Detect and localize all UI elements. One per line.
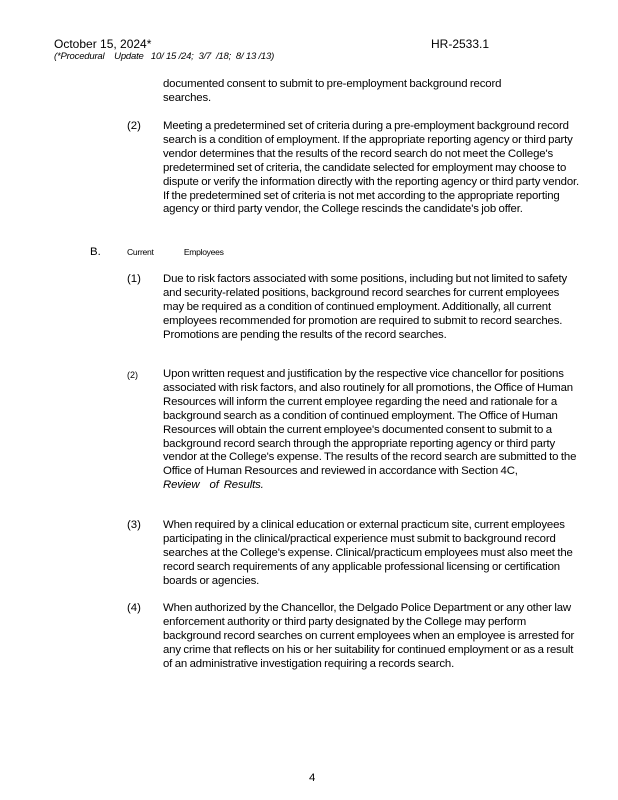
document-number: HR-2533.1	[431, 37, 490, 51]
list-item-text: Meeting a predetermined set of criteria during a pre-employment background record search is a condition of employment. If the appropriate reporting agency or third party vendor determines that the results of the record search do not meet the College's predetermined set of criteria, the candidate selected for employment may choose to dispute or verify the information directly with the reporting agency or third party vendor. If the predetermined set of criteria is not met according to the appropriate reporting agency or third party vendor, the College rescinds the candidate's job offer.	[163, 120, 580, 216]
list-item-text: When authorized by the Chancellor, the Delgado Police Department or any other law enforcement authority or third party designated by the College may perform background record searches on current employees when an employee is arrested for any crime that reflects on his or her suitability for continued employment or as a result of an administrative investigation requiring a records search.	[163, 602, 575, 670]
section-letter: B.	[90, 246, 101, 258]
section-title: Current Employees	[127, 247, 224, 257]
section-reference: Review of Results.	[163, 479, 264, 492]
continuation-paragraph: documented consent to submit to pre-employment background record searches.	[163, 78, 502, 104]
item-number: (4)	[127, 602, 141, 614]
item-number: (1)	[127, 273, 141, 285]
item-number: (2)	[127, 120, 141, 132]
list-item-text: When required by a clinical education or external practicum site, current employees participating in the clinical/practical experience must submit to background record searches at the College's expense. Clinical/practicum employees must also meet the record search requirements of any applicable professional licensing or certification boards or agencies.	[163, 519, 573, 587]
list-item-text	[163, 368, 578, 493]
item-number: (3)	[127, 519, 141, 531]
procedural-update-note: (*Procedural Update 10/ 15 /24; 3/7 /18; 8/ 13 /13)	[54, 51, 275, 62]
page-number: 4	[309, 772, 316, 784]
item-number: (2)	[127, 370, 138, 380]
header-date: October 15, 2024*	[54, 37, 152, 51]
list-item-text: Due to risk factors associated with some positions, including but not limited to safety and security-related positions, background record searches for current employees may be required as a condition of continued employment. Additionally, all current employees recommended for promotion are required to submit to record searches. Promotions are pending the results of the record searches.	[163, 273, 568, 341]
list-item-body: Upon written request and justification by the respective vice chancellor for positions associated with risk factors, and also routinely for all promotions, the Office of Human Resources will inform the current employee regarding the need and rationale for a background search as a condition of continued employment. The Office of Human Resources will obtain the current employee's documented consent to submit to a background record search through the appropriate reporting agency or third party vendor at the College's expense. The results of the record search are submitted to the Office of Human Resources and reviewed in accordance with Section 4C,	[163, 368, 577, 478]
